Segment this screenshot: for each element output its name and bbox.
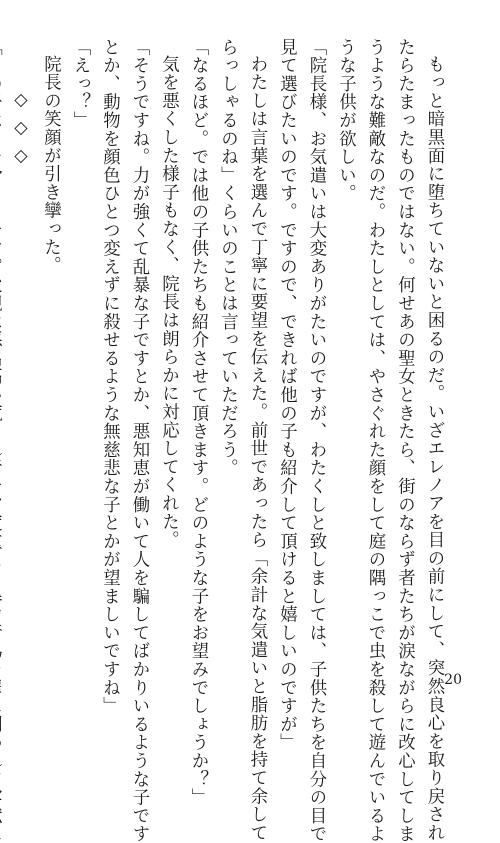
section-separator: ◇◇◇ (11, 90, 31, 175)
text-line: たらたまったものではない。何せあの聖女ときたら、街のならず者たちが涙ながらに改心してしま (394, 38, 415, 843)
vertical-text-body (11, 38, 448, 843)
text-line: 気を悪くした様子もなく、院長は朗らかに対応してくれた。 (158, 55, 179, 550)
text-line: らっしゃるのね」くらいのことは言っていただろう。 (217, 38, 238, 478)
text-line: うような難敵なのだ。わたしとしては、やさぐれた顔をして庭の隅っこで虫を殺して遊んでいるよ (365, 38, 385, 843)
text-line: もっと暗黒面に堕ちていないと困るのだ。いざエレノアを目の前にして、突然良心を取り戻され (424, 55, 444, 843)
text-line: わたしは言葉を選んで丁寧に要望を伝えた。前世であったら「余計な気遣いと脂肪を持て余して (247, 55, 267, 843)
text-line: 見て選びたいのです。ですので、できれば他の子も紹介して頂けると嬉しいのですが」 (276, 38, 297, 752)
text-line: 院長の笑顔が引き攣った。 (40, 55, 61, 275)
text-line: うな子供が欲しい。 (335, 38, 356, 203)
text-line: 「そうですね。力が強くて乱暴な子ですとか、悪知恵が働いて人を騙してばかりいるような子です (129, 38, 149, 843)
page-number: 20 (444, 672, 462, 688)
text-line: 「えっ？」 (70, 38, 90, 130)
text-line: 「院長様、お気遣いは大変ありがたいのですが、わたくしと致しましては、子供たちを自分の目で (306, 38, 326, 843)
text-line: とか、動物を顔色ひとつ変えずに殺せるような無慈悲な子とかが望ましいですね」 (99, 38, 120, 716)
text-line (0, 38, 6, 650)
text-line: 「なるほど。では他の子供たちも紹介させて頂きます。どのような子をお望みでしょうか？」 (188, 38, 208, 807)
